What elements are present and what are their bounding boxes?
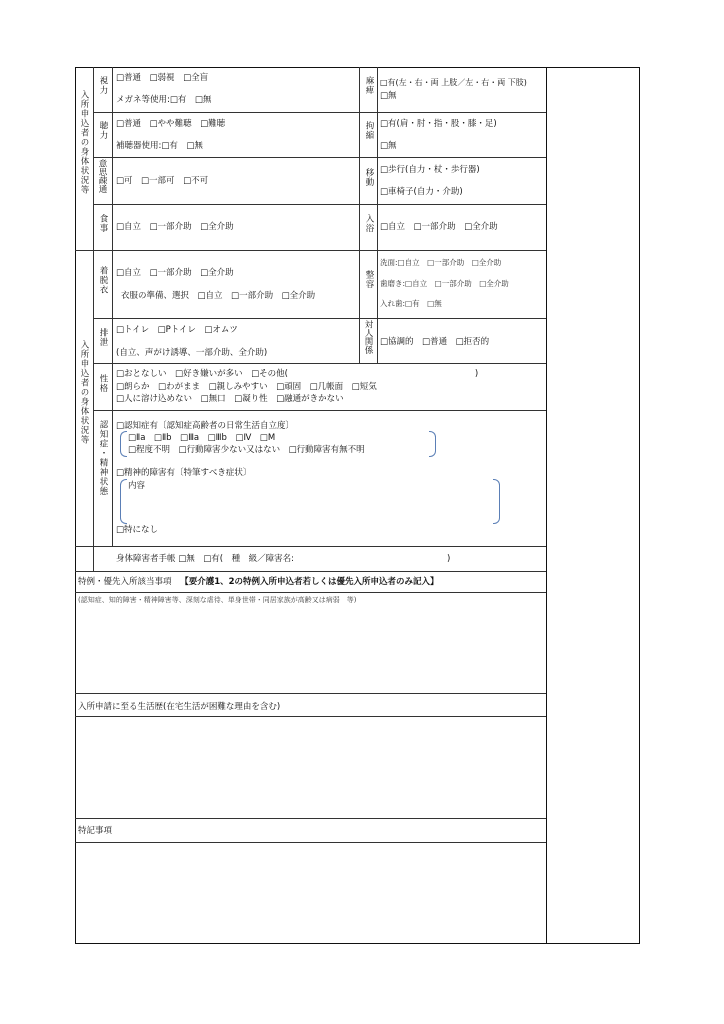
- excretion-assist: (自立、声がけ誘導、一部介助、全介助): [116, 348, 268, 358]
- communication-options[interactable]: □可 □一部可 □不可: [116, 176, 209, 186]
- label-hearing: 聴力: [98, 121, 108, 140]
- disability-handbook[interactable]: 身体障害者手帳 □無 □有( 種 級／障害名: ): [116, 554, 451, 564]
- movement-walk[interactable]: □歩行(自力・杖・歩行器): [380, 165, 480, 175]
- paralysis-no[interactable]: □無: [380, 91, 397, 101]
- grooming-denture[interactable]: 入れ歯:□有 □無: [380, 299, 442, 308]
- dressing-options[interactable]: □自立 □一部介助 □全介助: [116, 268, 234, 278]
- label-grooming: 整容: [364, 270, 374, 289]
- special-input-area[interactable]: [77, 606, 544, 691]
- movement-wheelchair[interactable]: □車椅子(自力・介助): [380, 187, 463, 197]
- relations-options[interactable]: □協調的 □普通 □拒否的: [380, 337, 490, 347]
- dressing-prep-options[interactable]: 衣服の準備、選択 □自立 □一部介助 □全介助: [121, 291, 316, 301]
- label-personality: 性格: [98, 374, 108, 393]
- hearing-aid[interactable]: 補聴器使用:□有 □無: [116, 141, 203, 151]
- label-bath: 入浴: [364, 214, 374, 233]
- dementia-levels[interactable]: □Ⅱa □Ⅱb □Ⅲa □Ⅲb □Ⅳ □M: [128, 433, 276, 443]
- hearing-options[interactable]: □普通 □やや難聴 □難聴: [116, 119, 226, 129]
- label-paralysis: 麻痺: [364, 76, 374, 95]
- mental-bracket-right: [493, 479, 500, 524]
- mental-yes[interactable]: □精神的障害有〔特筆すべき症状〕: [116, 468, 252, 478]
- paralysis-yes[interactable]: □有(左・右・両 上肢／左・右・両 下肢): [380, 78, 527, 87]
- remarks-input-area[interactable]: [77, 844, 544, 942]
- label-relations: 対人関係: [363, 320, 373, 354]
- section-label-physical-1: 入所申込者の身体状況等: [79, 90, 89, 195]
- label-meal: 食事: [98, 214, 108, 233]
- special-note: (認知症、知的障害・精神障害等、深刻な虐待、単身世帯・同居家族が高齢又は病弱 等): [78, 596, 357, 604]
- label-movement: 移動: [364, 168, 374, 187]
- label-contracture: 拘縮: [364, 121, 374, 140]
- side-column-frame: [546, 67, 640, 944]
- contracture-no[interactable]: □無: [380, 141, 397, 151]
- section-label-physical-2: 入所申込者の身体状況等: [79, 340, 89, 445]
- history-input-area[interactable]: [77, 718, 544, 816]
- history-title: 入所申請に至る生活歴(在宅生活が困難な理由を含む): [78, 702, 281, 712]
- label-communication: 意思疎通: [97, 159, 107, 193]
- special-title: [78, 577, 439, 587]
- bath-options[interactable]: □自立 □一部介助 □全介助: [380, 222, 498, 232]
- personality-line2[interactable]: □朗らか □わがまま □親しみやすい □頑固 □几帳面 □短気: [116, 382, 377, 392]
- grooming-face[interactable]: 洗面:□自立 □一部介助 □全介助: [380, 258, 502, 267]
- excretion-options[interactable]: □トイレ □Pトイレ □オムツ: [116, 325, 238, 335]
- label-vision: 視力: [98, 76, 108, 95]
- grooming-teeth[interactable]: 歯磨き:□自立 □一部介助 □全介助: [380, 279, 509, 288]
- special-title-text: 特例・優先入所該当事項: [78, 577, 172, 587]
- label-excretion: 排泄: [98, 328, 108, 347]
- remarks-title: 特記事項: [78, 826, 113, 836]
- personality-line1[interactable]: □おとなしい □好き嫌いが多い □その他( ): [116, 369, 479, 379]
- dementia-bracket-left: [120, 431, 127, 457]
- dementia-behavior[interactable]: □程度不明 □行動障害少ない又はない □行動障害有無不明: [128, 445, 365, 455]
- dementia-yes[interactable]: □認知症有〔認知症高齢者の日常生活自立度〕: [116, 421, 295, 431]
- mental-none[interactable]: □特になし: [116, 525, 159, 535]
- meal-options[interactable]: □自立 □一部介助 □全介助: [116, 222, 234, 232]
- special-title-bold: 【要介護1、2の特例入所申込者若しくは優先入所申込者のみ記入】: [180, 577, 439, 587]
- personality-line3[interactable]: □人に溶け込めない □無口 □凝り性 □融通がきかない: [116, 394, 344, 404]
- mental-bracket-left: [120, 479, 127, 524]
- vision-options[interactable]: □普通 □弱視 □全盲: [116, 73, 209, 83]
- contracture-yes[interactable]: □有(肩・肘・指・股・膝・足): [380, 119, 497, 129]
- dementia-bracket-right: [429, 431, 436, 457]
- label-dementia: 認知症・精神状態: [98, 420, 108, 496]
- label-dressing: 着脱衣: [98, 266, 108, 295]
- mental-content-label: 内容: [128, 481, 146, 491]
- vision-glasses[interactable]: メガネ等使用:□有 □無: [116, 95, 212, 105]
